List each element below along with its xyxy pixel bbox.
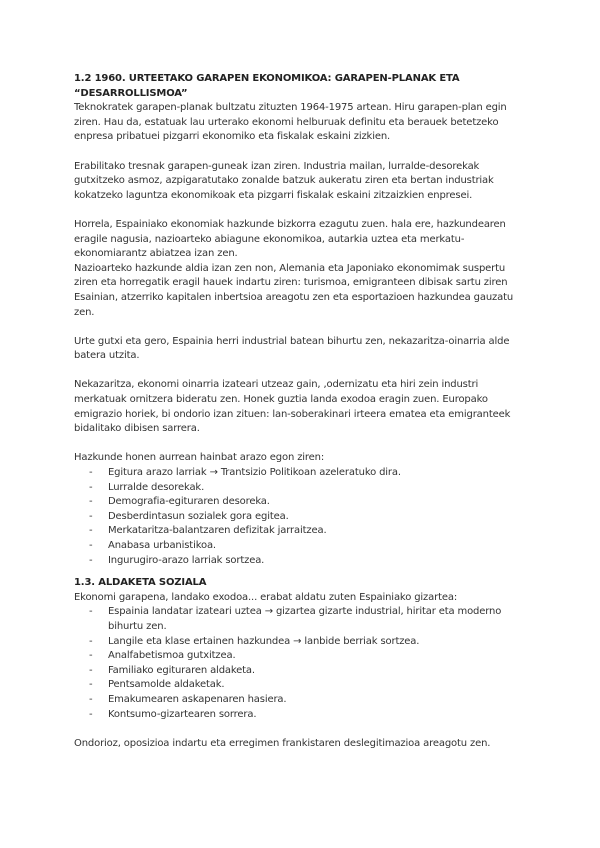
- changes-list: [74, 605, 530, 722]
- list-item: - Anabasa urbanistikoa.: [74, 539, 530, 554]
- spacer: [74, 145, 530, 160]
- paragraph-development-plans: Teknokratek garapen-planak bultzatu zituzten 1964-1975 artean. Hiru garapen-plan egin ziren. Hau da, estatuak lau urterako ekonomi helburuak definitu eta berauek betetzeko enpresa pribatuei pizgarri ekonomiko eta fiskalak eskaini zizkien.: [74, 102, 507, 143]
- spacer: [74, 364, 530, 379]
- paragraph-agriculture-exodus: Nekazaritza, ekonomi oinarria izateari utzeaz gain, ,odernizatu eta hiri zein industri merkatuak ornitzera bideratu zen. Honek guztia landa exodoa eragin zuen. Europako emigrazio horiek, bi ondorio izan zituen: lan-soberakinari irteera ematea eta emigranteek bidalitako dibisen sarrera.: [74, 379, 511, 435]
- paragraph-conclusion: Ondorioz, oposizioa indartu eta erregimen frankistaren deslegitimazioa areagotu zen.: [74, 737, 491, 749]
- spacer: [74, 437, 530, 452]
- list-item: - Kontsumo-gizartearen sorrera.: [74, 708, 530, 723]
- section-heading-economic-development: 1.2 1960. URTEETAKO GARAPEN EKONOMIKOA: GARAPEN-PLANAK ETA “DESARROLLISMOA”: [74, 73, 460, 99]
- paragraph-social-change-intro: Ekonomi garapena, landako exodoa... erabat aldatu zuten Espainiako gizartea:: [74, 591, 458, 603]
- list-item: - Pentsamolde aldaketak.: [74, 678, 530, 693]
- list-item: - Egitura arazo larriak → Trantsizio Politikoan azeleratuko dira.: [74, 466, 530, 481]
- list-item: - Desberdintasun sozialek gora egitea.: [74, 510, 530, 525]
- list-item: - Merkataritza-balantzaren defizitak jarraitzea.: [74, 524, 530, 539]
- spacer: [74, 722, 530, 737]
- paragraph-rapid-growth: Horrela, Espainiako ekonomiak hazkunde bizkorra ezagutu zuen. hala ere, hazkundearen eragile nagusia, nazioarteko abiagune ekonomikoa, autarkia uztea eta merkatu-ekonomiarantz abiatzea izan zen.: [74, 218, 506, 260]
- document-page: [74, 72, 530, 751]
- spacer: [74, 320, 530, 335]
- paragraph-international-growth: Nazioarteko hazkunde aldia izan zen non, Alemania eta Japoniako ekonomimak suspertu ziren eta horregatik eragil hauek indartu ziren: turismoa, emigranteen dibisak sartu ziren Esainian, atzerriko kapitalen inbertsioa areagotu zen eta esportazioen hazkundea gauzatu zen.: [74, 262, 514, 318]
- list-item: - Ingurugiro-arazo larriak sortzea.: [74, 554, 530, 569]
- problems-list: [74, 466, 530, 568]
- paragraph-problems-intro: Hazkunde honen aurrean hainbat arazo egon ziren:: [74, 452, 325, 464]
- paragraph-industrial-country: Urte gutxi eta gero, Espainia herri industrial batean bihurtu zen, nekazaritza-oinarria alde batera utzita.: [74, 335, 510, 362]
- list-item: - Analfabetismoa gutxitzea.: [74, 649, 530, 664]
- list-item: - Emakumearen askapenaren hasiera.: [74, 693, 530, 708]
- spacer: [74, 203, 530, 218]
- paragraph-development-poles: Erabilitako tresnak garapen-guneak izan ziren. Industria mailan, lurralde-desorekak gutxitzeko asmoz, azpigaratutako zonalde batzuk aukeratu ziren eta bertan industriak kokatzeko laguntza ekonomikoak eta pizgarri fiskalak eskaini zitzaizkien enpresei.: [74, 160, 494, 201]
- list-item: - Espainia landatar izateari uztea → gizartea gizarte industrial, hiritar eta moderno bihurtu zen.: [74, 605, 530, 634]
- list-item: - Demografia-egituraren desoreka.: [74, 495, 530, 510]
- list-item: - Langile eta klase ertainen hazkundea → lanbide berriak sortzea.: [74, 635, 530, 650]
- list-item: - Familiako egituraren aldaketa.: [74, 664, 530, 679]
- section-heading-social-change: 1.3. ALDAKETA SOZIALA: [74, 577, 207, 589]
- list-item: - Lurralde desorekak.: [74, 481, 530, 496]
